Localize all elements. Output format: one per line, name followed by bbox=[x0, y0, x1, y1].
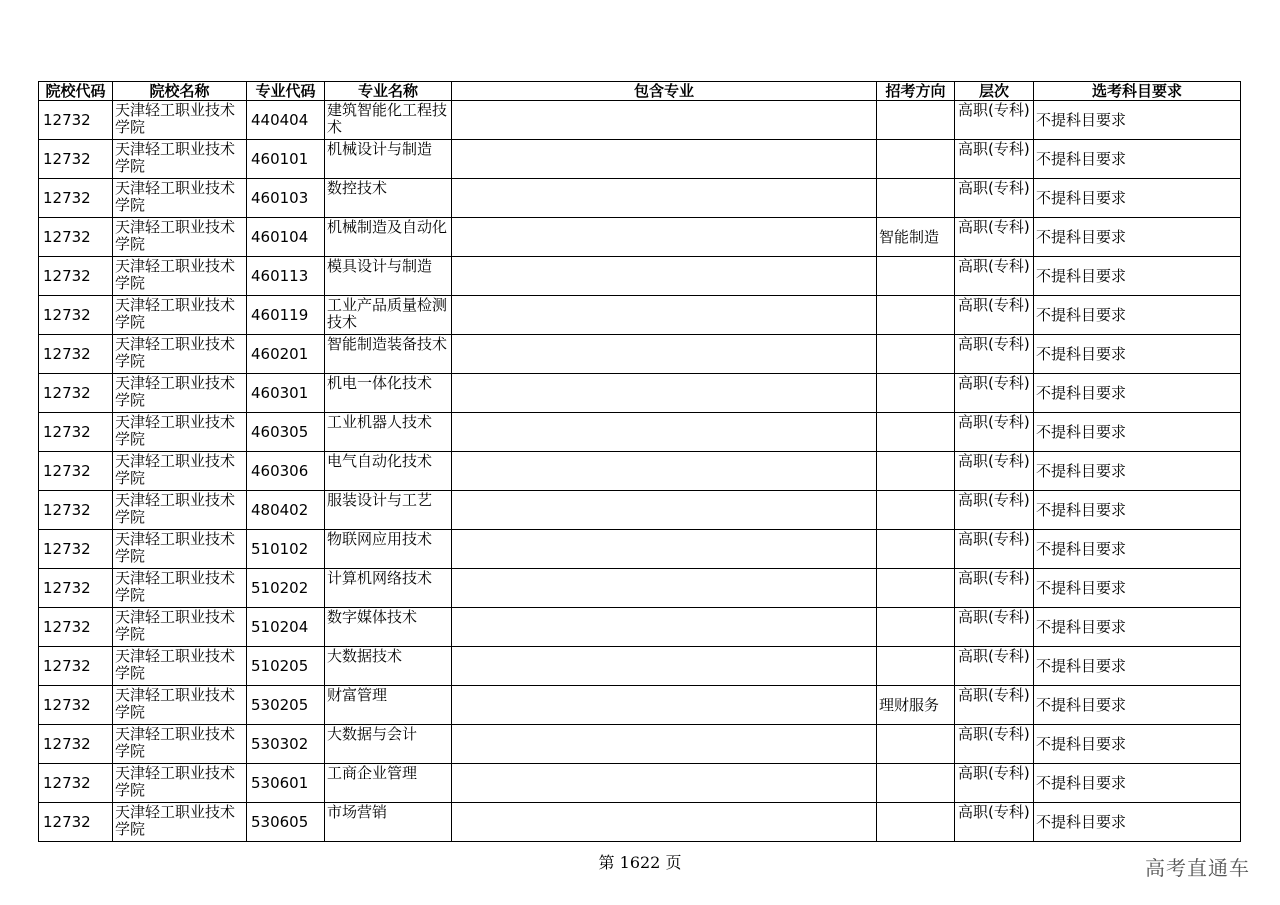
major-code-cell: 460103 bbox=[247, 179, 325, 218]
school-code-cell: 12732 bbox=[39, 725, 113, 764]
direction-cell bbox=[877, 374, 955, 413]
header-subject-requirement: 选考科目要求 bbox=[1034, 82, 1241, 101]
school-code-cell: 12732 bbox=[39, 374, 113, 413]
included-majors-cell bbox=[452, 257, 877, 296]
direction-cell bbox=[877, 725, 955, 764]
level-cell: 高职(专科) bbox=[955, 452, 1034, 491]
school-name-cell: 天津轻工职业技术学院 bbox=[113, 608, 247, 647]
level-cell: 高职(专科) bbox=[955, 179, 1034, 218]
table-row bbox=[39, 647, 1241, 686]
header-major-name: 专业名称 bbox=[325, 82, 452, 101]
major-code-cell: 460113 bbox=[247, 257, 325, 296]
included-majors-cell bbox=[452, 530, 877, 569]
subject-requirement-cell: 不提科目要求 bbox=[1034, 179, 1241, 218]
subject-requirement-cell: 不提科目要求 bbox=[1034, 296, 1241, 335]
major-name-cell: 智能制造装备技术 bbox=[325, 335, 452, 374]
school-code-cell: 12732 bbox=[39, 335, 113, 374]
level-cell: 高职(专科) bbox=[955, 101, 1034, 140]
level-cell: 高职(专科) bbox=[955, 491, 1034, 530]
subject-requirement-cell: 不提科目要求 bbox=[1034, 764, 1241, 803]
school-name-cell: 天津轻工职业技术学院 bbox=[113, 374, 247, 413]
subject-requirement-cell: 不提科目要求 bbox=[1034, 101, 1241, 140]
direction-cell bbox=[877, 608, 955, 647]
major-code-cell: 460301 bbox=[247, 374, 325, 413]
school-code-cell: 12732 bbox=[39, 413, 113, 452]
school-name-cell: 天津轻工职业技术学院 bbox=[113, 140, 247, 179]
major-name-cell: 计算机网络技术 bbox=[325, 569, 452, 608]
direction-cell bbox=[877, 101, 955, 140]
table-row bbox=[39, 452, 1241, 491]
table-row bbox=[39, 257, 1241, 296]
enrollment-table bbox=[38, 81, 1241, 842]
direction-cell bbox=[877, 413, 955, 452]
major-code-cell: 460101 bbox=[247, 140, 325, 179]
subject-requirement-cell: 不提科目要求 bbox=[1034, 608, 1241, 647]
table-row bbox=[39, 491, 1241, 530]
direction-cell bbox=[877, 569, 955, 608]
school-name-cell: 天津轻工职业技术学院 bbox=[113, 764, 247, 803]
school-name-cell: 天津轻工职业技术学院 bbox=[113, 530, 247, 569]
major-name-cell: 机电一体化技术 bbox=[325, 374, 452, 413]
included-majors-cell bbox=[452, 101, 877, 140]
level-cell: 高职(专科) bbox=[955, 647, 1034, 686]
level-cell: 高职(专科) bbox=[955, 686, 1034, 725]
table-row bbox=[39, 725, 1241, 764]
included-majors-cell bbox=[452, 647, 877, 686]
table-row bbox=[39, 569, 1241, 608]
watermark-text: 高考直通车 bbox=[1145, 856, 1250, 880]
school-code-cell: 12732 bbox=[39, 803, 113, 842]
direction-cell bbox=[877, 257, 955, 296]
table-row bbox=[39, 374, 1241, 413]
school-name-cell: 天津轻工职业技术学院 bbox=[113, 647, 247, 686]
school-code-cell: 12732 bbox=[39, 569, 113, 608]
major-code-cell: 510204 bbox=[247, 608, 325, 647]
subject-requirement-cell: 不提科目要求 bbox=[1034, 413, 1241, 452]
direction-cell bbox=[877, 647, 955, 686]
table-body bbox=[39, 101, 1241, 842]
level-cell: 高职(专科) bbox=[955, 803, 1034, 842]
included-majors-cell bbox=[452, 413, 877, 452]
major-code-cell: 530205 bbox=[247, 686, 325, 725]
major-name-cell: 工业机器人技术 bbox=[325, 413, 452, 452]
direction-cell bbox=[877, 530, 955, 569]
direction-cell bbox=[877, 179, 955, 218]
school-name-cell: 天津轻工职业技术学院 bbox=[113, 296, 247, 335]
school-code-cell: 12732 bbox=[39, 257, 113, 296]
included-majors-cell bbox=[452, 452, 877, 491]
direction-cell bbox=[877, 803, 955, 842]
major-name-cell: 数控技术 bbox=[325, 179, 452, 218]
subject-requirement-cell: 不提科目要求 bbox=[1034, 803, 1241, 842]
major-code-cell: 460104 bbox=[247, 218, 325, 257]
direction-cell bbox=[877, 335, 955, 374]
school-code-cell: 12732 bbox=[39, 452, 113, 491]
school-code-cell: 12732 bbox=[39, 218, 113, 257]
table-row bbox=[39, 803, 1241, 842]
included-majors-cell bbox=[452, 764, 877, 803]
included-majors-cell bbox=[452, 218, 877, 257]
major-code-cell: 460305 bbox=[247, 413, 325, 452]
level-cell: 高职(专科) bbox=[955, 530, 1034, 569]
direction-cell bbox=[877, 491, 955, 530]
subject-requirement-cell: 不提科目要求 bbox=[1034, 647, 1241, 686]
major-name-cell: 市场营销 bbox=[325, 803, 452, 842]
school-code-cell: 12732 bbox=[39, 608, 113, 647]
included-majors-cell bbox=[452, 608, 877, 647]
school-name-cell: 天津轻工职业技术学院 bbox=[113, 179, 247, 218]
school-name-cell: 天津轻工职业技术学院 bbox=[113, 491, 247, 530]
level-cell: 高职(专科) bbox=[955, 257, 1034, 296]
level-cell: 高职(专科) bbox=[955, 335, 1034, 374]
subject-requirement-cell: 不提科目要求 bbox=[1034, 491, 1241, 530]
school-name-cell: 天津轻工职业技术学院 bbox=[113, 257, 247, 296]
level-cell: 高职(专科) bbox=[955, 764, 1034, 803]
table-row bbox=[39, 296, 1241, 335]
direction-cell bbox=[877, 296, 955, 335]
table-row bbox=[39, 413, 1241, 452]
level-cell: 高职(专科) bbox=[955, 374, 1034, 413]
table-row bbox=[39, 530, 1241, 569]
level-cell: 高职(专科) bbox=[955, 569, 1034, 608]
major-name-cell: 机械制造及自动化 bbox=[325, 218, 452, 257]
major-name-cell: 大数据技术 bbox=[325, 647, 452, 686]
subject-requirement-cell: 不提科目要求 bbox=[1034, 218, 1241, 257]
direction-cell: 理财服务 bbox=[877, 686, 955, 725]
major-code-cell: 460306 bbox=[247, 452, 325, 491]
school-code-cell: 12732 bbox=[39, 686, 113, 725]
major-code-cell: 460201 bbox=[247, 335, 325, 374]
major-name-cell: 建筑智能化工程技术 bbox=[325, 101, 452, 140]
direction-cell bbox=[877, 140, 955, 179]
included-majors-cell bbox=[452, 491, 877, 530]
table-row bbox=[39, 179, 1241, 218]
table-row bbox=[39, 608, 1241, 647]
subject-requirement-cell: 不提科目要求 bbox=[1034, 257, 1241, 296]
major-name-cell: 财富管理 bbox=[325, 686, 452, 725]
subject-requirement-cell: 不提科目要求 bbox=[1034, 374, 1241, 413]
level-cell: 高职(专科) bbox=[955, 608, 1034, 647]
major-code-cell: 510102 bbox=[247, 530, 325, 569]
school-name-cell: 天津轻工职业技术学院 bbox=[113, 686, 247, 725]
header-major-code: 专业代码 bbox=[247, 82, 325, 101]
header-level: 层次 bbox=[955, 82, 1034, 101]
school-name-cell: 天津轻工职业技术学院 bbox=[113, 101, 247, 140]
school-code-cell: 12732 bbox=[39, 101, 113, 140]
major-code-cell: 440404 bbox=[247, 101, 325, 140]
major-code-cell: 530601 bbox=[247, 764, 325, 803]
major-name-cell: 物联网应用技术 bbox=[325, 530, 452, 569]
school-name-cell: 天津轻工职业技术学院 bbox=[113, 218, 247, 257]
major-code-cell: 510205 bbox=[247, 647, 325, 686]
table-header bbox=[39, 82, 1241, 101]
table-row bbox=[39, 218, 1241, 257]
included-majors-cell bbox=[452, 296, 877, 335]
header-school-name: 院校名称 bbox=[113, 82, 247, 101]
school-code-cell: 12732 bbox=[39, 530, 113, 569]
major-code-cell: 530302 bbox=[247, 725, 325, 764]
major-name-cell: 数字媒体技术 bbox=[325, 608, 452, 647]
included-majors-cell bbox=[452, 803, 877, 842]
direction-cell bbox=[877, 452, 955, 491]
included-majors-cell bbox=[452, 335, 877, 374]
major-name-cell: 机械设计与制造 bbox=[325, 140, 452, 179]
included-majors-cell bbox=[452, 374, 877, 413]
school-name-cell: 天津轻工职业技术学院 bbox=[113, 725, 247, 764]
level-cell: 高职(专科) bbox=[955, 218, 1034, 257]
included-majors-cell bbox=[452, 140, 877, 179]
included-majors-cell bbox=[452, 569, 877, 608]
header-included-majors: 包含专业 bbox=[452, 82, 877, 101]
school-name-cell: 天津轻工职业技术学院 bbox=[113, 413, 247, 452]
included-majors-cell bbox=[452, 725, 877, 764]
major-name-cell: 工业产品质量检测技术 bbox=[325, 296, 452, 335]
school-name-cell: 天津轻工职业技术学院 bbox=[113, 335, 247, 374]
school-code-cell: 12732 bbox=[39, 179, 113, 218]
subject-requirement-cell: 不提科目要求 bbox=[1034, 530, 1241, 569]
level-cell: 高职(专科) bbox=[955, 296, 1034, 335]
table-row bbox=[39, 764, 1241, 803]
level-cell: 高职(专科) bbox=[955, 140, 1034, 179]
major-name-cell: 大数据与会计 bbox=[325, 725, 452, 764]
subject-requirement-cell: 不提科目要求 bbox=[1034, 569, 1241, 608]
major-name-cell: 服装设计与工艺 bbox=[325, 491, 452, 530]
school-code-cell: 12732 bbox=[39, 296, 113, 335]
direction-cell: 智能制造 bbox=[877, 218, 955, 257]
direction-cell bbox=[877, 764, 955, 803]
subject-requirement-cell: 不提科目要求 bbox=[1034, 725, 1241, 764]
included-majors-cell bbox=[452, 179, 877, 218]
major-code-cell: 460119 bbox=[247, 296, 325, 335]
major-code-cell: 480402 bbox=[247, 491, 325, 530]
school-name-cell: 天津轻工职业技术学院 bbox=[113, 569, 247, 608]
major-name-cell: 工商企业管理 bbox=[325, 764, 452, 803]
header-row bbox=[39, 82, 1241, 101]
table-row bbox=[39, 335, 1241, 374]
subject-requirement-cell: 不提科目要求 bbox=[1034, 335, 1241, 374]
major-name-cell: 电气自动化技术 bbox=[325, 452, 452, 491]
subject-requirement-cell: 不提科目要求 bbox=[1034, 140, 1241, 179]
header-direction: 招考方向 bbox=[877, 82, 955, 101]
page-number: 第 1622 页 bbox=[598, 853, 682, 872]
included-majors-cell bbox=[452, 686, 877, 725]
school-code-cell: 12732 bbox=[39, 764, 113, 803]
major-code-cell: 510202 bbox=[247, 569, 325, 608]
level-cell: 高职(专科) bbox=[955, 413, 1034, 452]
school-code-cell: 12732 bbox=[39, 647, 113, 686]
school-code-cell: 12732 bbox=[39, 140, 113, 179]
school-name-cell: 天津轻工职业技术学院 bbox=[113, 452, 247, 491]
subject-requirement-cell: 不提科目要求 bbox=[1034, 452, 1241, 491]
table-row bbox=[39, 140, 1241, 179]
subject-requirement-cell: 不提科目要求 bbox=[1034, 686, 1241, 725]
level-cell: 高职(专科) bbox=[955, 725, 1034, 764]
school-name-cell: 天津轻工职业技术学院 bbox=[113, 803, 247, 842]
major-code-cell: 530605 bbox=[247, 803, 325, 842]
table-row bbox=[39, 686, 1241, 725]
table-row bbox=[39, 101, 1241, 140]
major-name-cell: 模具设计与制造 bbox=[325, 257, 452, 296]
school-code-cell: 12732 bbox=[39, 491, 113, 530]
header-school-code: 院校代码 bbox=[39, 82, 113, 101]
